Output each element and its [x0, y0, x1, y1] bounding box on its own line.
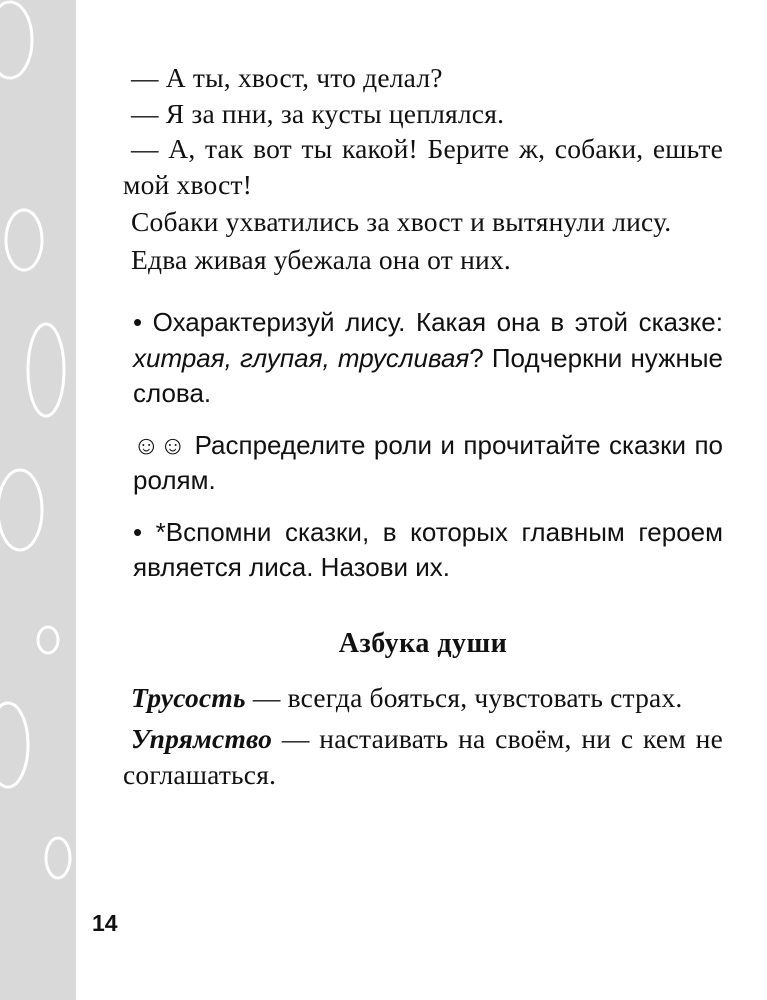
bubble [0, 2, 32, 78]
definition-paragraph [123, 721, 723, 792]
task-remember-tales: • *Вспомни сказки, в которых главным героем является лиса. Назови их. [133, 516, 723, 582]
definition-paragraph [123, 680, 723, 716]
task-options: хитрая, глупая, трусливая [133, 342, 470, 373]
task-text: ? Подчеркни нужные слова. [133, 342, 723, 408]
bubble [0, 703, 28, 787]
task-characterize-fox [123, 305, 723, 412]
definition-text: — всегда бояться, чувстовать страх. [245, 681, 683, 713]
bubble [46, 838, 70, 878]
bubble [38, 627, 58, 653]
narration-paragraph: Едва живая убежала она от них. [131, 243, 511, 275]
dialogue-line: — Я за пни, за кусты цеплялся. [131, 97, 505, 129]
task-roles [123, 428, 723, 499]
definition-term: Трусость [131, 681, 246, 713]
narration-paragraph: Собаки ухватились за хвост и вытянули лису. [131, 206, 672, 237]
page-content [123, 60, 723, 792]
definition-term: Упрямство [131, 723, 273, 754]
smiley-icon: ☺☺ [133, 429, 187, 460]
bubble [0, 470, 42, 550]
task-text: • Охарактеризуй лису. Какая она в этой сказке: [133, 307, 723, 337]
task-text: Распределите роли и прочитайте сказки по ролям. [133, 429, 723, 495]
dialogue-line: — А ты, хвост, что делал? [131, 62, 443, 93]
definition-text: — настаивать на своём, ни с кем не соглашаться. [123, 723, 723, 790]
page-number: 14 [92, 910, 118, 936]
bubble [6, 210, 42, 270]
decorative-side-strip [0, 0, 76, 1000]
section-heading: Азбука души [338, 627, 508, 659]
dialogue-line: — А, так вот ты какой! Берите ж, собаки, ешьте мой хвост! [123, 133, 723, 200]
bubble [28, 324, 64, 416]
bubbles-decoration [0, 0, 76, 1000]
